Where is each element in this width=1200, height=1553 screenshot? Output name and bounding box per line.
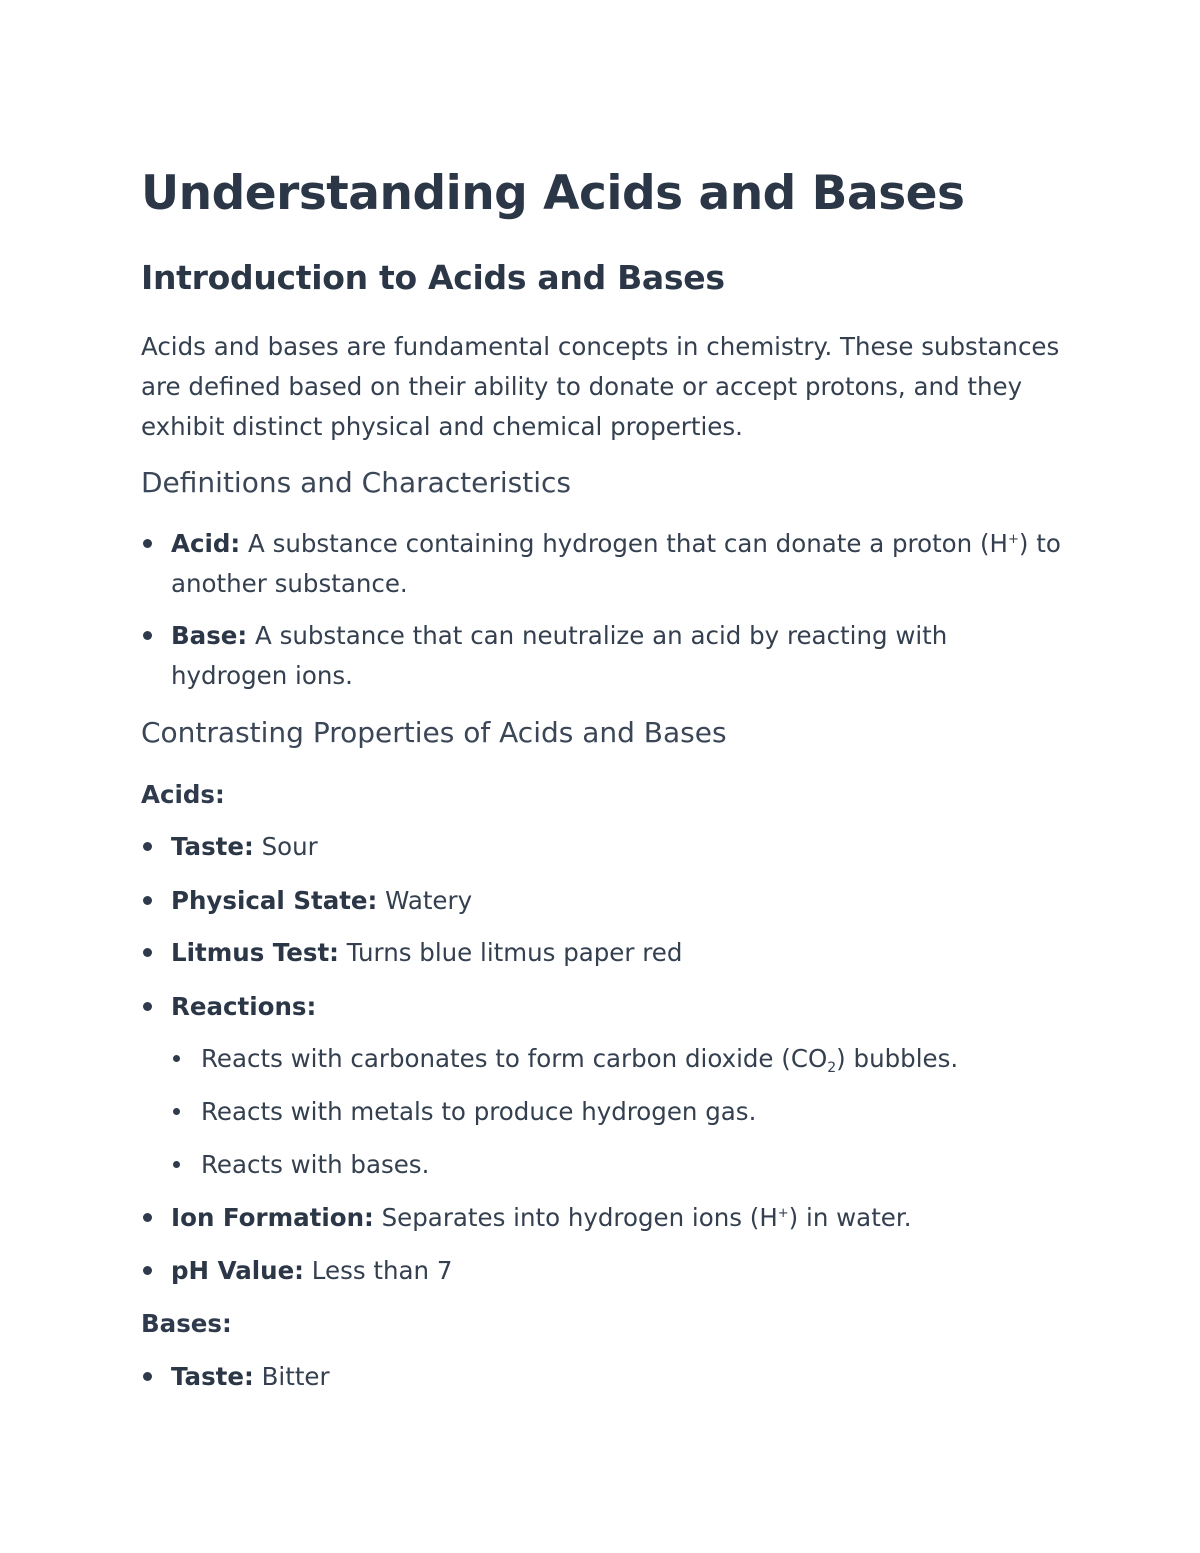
intro-paragraph: Acids and bases are fundamental concepts in chemistry. These substances are defined based on their ability to donate or accept protons, and they exhibit distinct physical and chemical properties. bbox=[141, 332, 1060, 441]
bullet-icon bbox=[143, 842, 152, 851]
list-item-ion-formation bbox=[141, 1198, 1061, 1238]
list-item-bases-taste bbox=[141, 1357, 1061, 1397]
term-physical-state: Physical State: bbox=[171, 886, 378, 915]
acids-label: Acids: bbox=[141, 780, 225, 809]
subscript-two: 2 bbox=[827, 1060, 837, 1076]
bullet-icon bbox=[143, 1002, 152, 1011]
subheading-definitions: Definitions and Characteristics bbox=[141, 466, 571, 499]
term-bases-taste: Taste: bbox=[171, 1362, 254, 1391]
ion-formation-text-end: ) in water. bbox=[788, 1203, 912, 1232]
list-item-reaction-bases bbox=[171, 1145, 1061, 1185]
document-title: Understanding Acids and Bases bbox=[141, 166, 965, 221]
litmus-test-value: Turns blue litmus paper red bbox=[346, 938, 683, 967]
term-acid: Acid: bbox=[171, 529, 241, 558]
superscript-plus: + bbox=[777, 1206, 789, 1221]
term-base: Base: bbox=[171, 621, 248, 650]
reaction-bases-text: Reacts with bases. bbox=[201, 1150, 430, 1179]
bullet-icon bbox=[143, 948, 152, 957]
bullet-icon bbox=[143, 896, 152, 905]
bases-taste-value: Bitter bbox=[261, 1362, 330, 1391]
term-taste: Taste: bbox=[171, 832, 254, 861]
list-item-litmus-test bbox=[141, 933, 1061, 973]
bullet-icon bbox=[143, 1372, 152, 1381]
ion-formation-text: Separates into hydrogen ions (H bbox=[381, 1203, 778, 1232]
list-item-acid-definition bbox=[141, 524, 1061, 604]
subheading-contrasting-properties: Contrasting Properties of Acids and Bases bbox=[141, 716, 727, 749]
term-reactions: Reactions: bbox=[171, 992, 317, 1021]
list-item-reactions bbox=[141, 987, 1061, 1027]
term-litmus-test: Litmus Test: bbox=[171, 938, 339, 967]
superscript-plus: + bbox=[1007, 532, 1019, 547]
ph-value-text: Less than 7 bbox=[311, 1256, 453, 1285]
bullet-icon bbox=[143, 631, 152, 640]
list-item-taste bbox=[141, 827, 1061, 867]
bullet-icon bbox=[143, 1266, 152, 1275]
list-item-base-definition bbox=[141, 616, 1061, 696]
bullet-icon bbox=[143, 1213, 152, 1222]
section-heading-introduction: Introduction to Acids and Bases bbox=[141, 258, 725, 297]
list-item-reaction-carbonates bbox=[171, 1039, 1061, 1079]
physical-state-value: Watery bbox=[385, 886, 473, 915]
taste-value: Sour bbox=[261, 832, 318, 861]
bullet-icon bbox=[173, 1108, 180, 1115]
list-item-ph-value bbox=[141, 1251, 1061, 1291]
bases-label: Bases: bbox=[141, 1309, 232, 1338]
list-item-physical-state bbox=[141, 881, 1061, 921]
bullet-icon bbox=[173, 1161, 180, 1168]
acid-definition-text: A substance containing hydrogen that can donate a proton (H bbox=[248, 529, 1008, 558]
term-ph-value: pH Value: bbox=[171, 1256, 304, 1285]
reaction-carbonates-text: Reacts with carbonates to form carbon dioxide (CO bbox=[201, 1044, 828, 1073]
base-definition-text: A substance that can neutralize an acid by reacting with hydrogen ions. bbox=[171, 621, 948, 690]
acid-definition-text-end: ) to another substance. bbox=[171, 529, 1061, 598]
reaction-metals-text: Reacts with metals to produce hydrogen gas. bbox=[201, 1097, 757, 1126]
bullet-icon bbox=[143, 539, 152, 548]
term-ion-formation: Ion Formation: bbox=[171, 1203, 374, 1232]
reaction-carbonates-text-end: ) bubbles. bbox=[836, 1044, 959, 1073]
list-item-reaction-metals bbox=[171, 1092, 1061, 1132]
bullet-icon bbox=[173, 1055, 180, 1062]
